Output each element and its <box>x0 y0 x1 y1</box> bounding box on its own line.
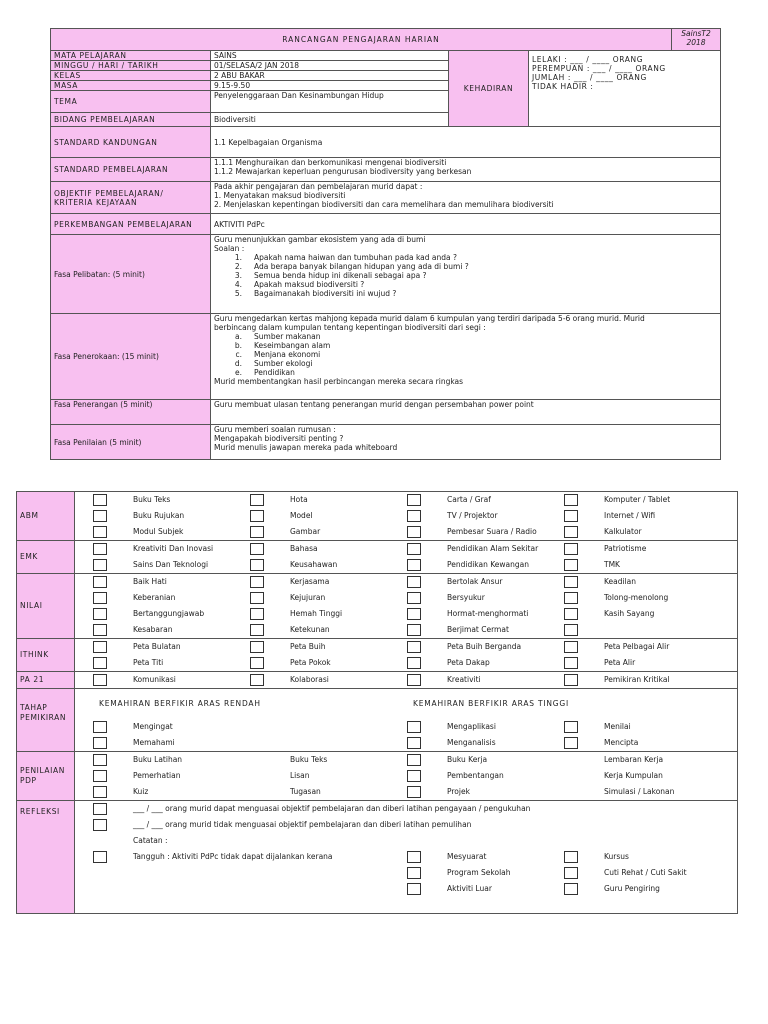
nilai-option-label: Hormat-menghormati <box>447 609 529 618</box>
theme-label: TEMA <box>51 91 211 113</box>
abm-checkbox[interactable] <box>93 510 107 522</box>
nilai-checkbox[interactable] <box>407 592 421 604</box>
emk-checkbox[interactable] <box>93 543 107 555</box>
ithink-options <box>75 639 737 671</box>
ithink-checkbox[interactable] <box>93 657 107 669</box>
emk-option-label: Sains Dan Teknologi <box>133 560 209 569</box>
ithink-option-label: Peta Buih Berganda <box>447 642 522 651</box>
penilaian-section <box>75 752 738 801</box>
class-label: KELAS <box>51 71 211 81</box>
tangguh-checkbox[interactable] <box>93 851 107 863</box>
checklist-item <box>407 590 564 606</box>
emk-options <box>75 541 737 573</box>
pa21-checkbox[interactable] <box>564 674 578 686</box>
checklist-item <box>564 557 721 573</box>
checklist-item <box>564 752 721 768</box>
ithink-section <box>75 639 738 672</box>
nilai-option-label: Ketekunan <box>290 625 330 634</box>
emk-checkbox[interactable] <box>407 543 421 555</box>
abm-option-label: Pembesar Suara / Radio <box>447 527 537 536</box>
nilai-checkbox[interactable] <box>564 624 578 636</box>
list-item: e. Pendidikan <box>235 368 295 377</box>
checklist-item <box>564 735 721 751</box>
phase-explanation-content: Guru membuat ulasan tentang penerangan murid dengan persembahan power point <box>211 400 721 425</box>
list-item: a. Sumber makanan <box>235 332 321 341</box>
phase-explanation-label: Fasa Penerangan (5 minit) <box>51 400 211 425</box>
ithink-checkbox[interactable] <box>564 657 578 669</box>
phase-evaluation-label: Fasa Penilaian (5 minit) <box>51 425 211 460</box>
checklist-item <box>564 590 721 606</box>
abm-option-label: Komputer / Tablet <box>604 495 671 504</box>
checklist-table <box>16 491 738 914</box>
field-value: Biodiversiti <box>211 113 449 127</box>
penilaian-option-label: Buku Latihan <box>133 755 183 764</box>
checklist-item <box>93 508 250 524</box>
abm-checkbox[interactable] <box>250 494 264 506</box>
nilai-section <box>75 574 738 639</box>
ithink-option-label: Peta Buih <box>290 642 326 651</box>
penilaian-option-label: Lisan <box>290 771 310 780</box>
penilaian-label: PENILAIAN PDP <box>17 752 75 801</box>
pa21-checkbox[interactable] <box>250 674 264 686</box>
phase-engagement-content: Guru menunjukkan gambar ekosistem yang ada di bumi Soalan : 1. Apakah nama haiwan dan tumbuhan pada kad anda ? 2. Ada berapa banyak bilangan hidupan yang ada di bumi ? 3. Semua benda hidup ini dikenali sebagai apa ? 4. Apakah maksud biodiversiti ? 5. Bagaimanakah biodiversiti ini wujud ? <box>211 235 721 314</box>
checklist-item <box>93 606 250 622</box>
checklist-item: Program Sekolah <box>407 865 564 881</box>
abm-checkbox[interactable] <box>93 526 107 538</box>
emk-checkbox[interactable] <box>93 559 107 571</box>
checklist-item <box>250 639 407 655</box>
reason-checkbox[interactable] <box>407 851 421 863</box>
tangguh-text: Tangguh : Aktiviti PdPc tidak dapat dijalankan kerana <box>133 852 333 861</box>
emk-option-label: Kreativiti Dan Inovasi <box>133 544 214 553</box>
nilai-checkbox[interactable] <box>250 576 264 588</box>
emk-checkbox[interactable] <box>564 559 578 571</box>
checklist-item <box>407 735 564 751</box>
ithink-checkbox[interactable] <box>407 657 421 669</box>
tahap-checkbox[interactable] <box>93 721 107 733</box>
reason-checkbox[interactable] <box>564 883 578 895</box>
list-item: c. Menjana ekonomi <box>235 350 321 359</box>
penilaian-option-label: Tugasan <box>290 787 321 796</box>
checklist-item <box>564 541 721 557</box>
abm-option-label: Buku Rujukan <box>133 511 185 520</box>
checklist-item <box>407 622 564 638</box>
checklist-item <box>407 752 564 768</box>
learning-standard-label: STANDARD PEMBELAJARAN <box>51 158 211 182</box>
checklist-item <box>407 557 564 573</box>
field-label: BIDANG PEMBELAJARAN <box>51 113 211 127</box>
pa21-option-label: Kolaborasi <box>290 675 329 684</box>
phase-exploration-content: Guru mengedarkan kertas mahjong kepada murid dalam 6 kumpulan yang terdiri daripada 5-6 orang murid. Murid berbincang dalam kumpulan tentang kepentingan biodiversiti dari segi : a. Sumber makanan b. Keseimbangan alam c. Menjana ekonomi d. Sumber ekologi e. Pendidikan Murid membentangkan hasil perbincangan mereka secara ringkas <box>211 314 721 400</box>
checklist-item <box>564 639 721 655</box>
kbar-heading: KEMAHIRAN BERFIKIR ARAS RENDAH <box>99 699 261 708</box>
penilaian-option-label: Kuiz <box>133 787 149 796</box>
nilai-options <box>75 574 737 638</box>
nilai-checkbox[interactable] <box>407 608 421 620</box>
checklist-item <box>250 524 407 540</box>
nilai-option-label: Kejujuran <box>290 593 326 602</box>
phase-evaluation-content: Guru memberi soalan rumusan : Mengapakah biodiversiti penting ? Murid menulis jawapan mereka pada whiteboard <box>211 425 721 460</box>
pa21-option-label: Komunikasi <box>133 675 176 684</box>
abm-option-label: Kalkulator <box>604 527 642 536</box>
catatan-row <box>75 833 737 849</box>
list-item: 4. Apakah maksud biodiversiti ? <box>234 280 365 289</box>
reason-checkbox[interactable] <box>564 867 578 879</box>
ithink-checkbox[interactable] <box>407 641 421 653</box>
checklist-item <box>250 768 407 784</box>
checklist-item: Guru Pengiring <box>564 881 721 897</box>
checklist-item <box>250 574 407 590</box>
emk-option-label: TMK <box>604 560 620 569</box>
nilai-option-label: Baik Hati <box>133 577 167 586</box>
nilai-checkbox[interactable] <box>564 592 578 604</box>
abm-checkbox[interactable] <box>407 494 421 506</box>
checklist-item <box>250 541 407 557</box>
checklist-item <box>407 672 564 688</box>
content-standard-label: STANDARD KANDUNGAN <box>51 127 211 158</box>
ithink-option-label: Peta Alir <box>604 658 636 667</box>
refleksi-mastered-text: ___ / ___ orang murid dapat menguasai objektif pembelajaran dan diberi latihan pengayaan / pengukuhan <box>133 804 531 813</box>
penilaian-option-label: Pembentangan <box>447 771 504 780</box>
checklist-item <box>407 508 564 524</box>
penilaian-option-label: Lembaran Kerja <box>604 755 664 764</box>
objective-label: OBJEKTIF PEMBELAJARAN/ KRITERIA KEJAYAAN <box>51 182 211 214</box>
tahap-label: TAHAP PEMIKIRAN <box>17 689 75 752</box>
attendance-box <box>529 51 721 127</box>
emk-option-label: Bahasa <box>290 544 318 553</box>
checklist-item <box>407 768 564 784</box>
emk-option-label: Pendidikan Kewangan <box>447 560 530 569</box>
checklist-item <box>250 590 407 606</box>
nilai-checkbox[interactable] <box>93 576 107 588</box>
tahap-checkbox[interactable] <box>564 737 578 749</box>
nilai-checkbox[interactable] <box>93 608 107 620</box>
tahap-checkbox[interactable] <box>407 721 421 733</box>
subject-value: SAINS <box>211 51 449 61</box>
development-label: PERKEMBANGAN PEMBELAJARAN <box>51 214 211 235</box>
ithink-option-label: Peta Pokok <box>290 658 331 667</box>
pa21-option-label: Kreativiti <box>447 675 481 684</box>
nilai-option-label: Keberanian <box>133 593 176 602</box>
tahap-option-label: Mengaplikasi <box>447 722 496 731</box>
ithink-checkbox[interactable] <box>93 641 107 653</box>
tahap-options <box>75 719 737 751</box>
nilai-checkbox[interactable] <box>250 624 264 636</box>
penilaian-option-label: Buku Kerja <box>447 755 488 764</box>
nilai-checkbox[interactable] <box>407 576 421 588</box>
checklist-item <box>93 622 250 638</box>
nilai-option-label: Keadilan <box>604 577 637 586</box>
reason-checkbox[interactable] <box>407 867 421 879</box>
nilai-label: NILAI <box>17 574 75 639</box>
checklist-item <box>250 752 407 768</box>
abm-option-label: Model <box>290 511 313 520</box>
checklist-item <box>93 672 250 688</box>
nilai-checkbox[interactable] <box>564 576 578 588</box>
refleksi-not-mastered-text: ___ / ___ orang murid tidak menguasai objektif pembelajaran dan diberi latihan pemulihan <box>133 820 472 829</box>
abm-option-label: Gambar <box>290 527 321 536</box>
checklist-item <box>93 752 250 768</box>
nilai-option-label: Berjimat Cermat <box>447 625 509 634</box>
tahap-checkbox[interactable] <box>564 721 578 733</box>
list-item: b. Keseimbangan alam <box>234 341 331 350</box>
nilai-option-label: Bertanggungjawab <box>133 609 205 618</box>
ithink-option-label: Peta Dakap <box>447 658 490 667</box>
pa21-checkbox[interactable] <box>93 674 107 686</box>
abm-checkbox[interactable] <box>407 526 421 538</box>
checklist-item <box>93 492 250 508</box>
abm-option-label: Modul Subjek <box>133 527 184 536</box>
abm-option-label: Hota <box>290 495 308 504</box>
tahap-option-label: Menilai <box>604 722 631 731</box>
list-item: 2. Ada berapa banyak bilangan hidupan yang ada di bumi ? <box>234 262 469 271</box>
checklist-item <box>93 735 250 751</box>
abm-checkbox[interactable] <box>250 526 264 538</box>
checklist-item <box>93 655 250 671</box>
checklist-item <box>93 590 250 606</box>
checklist-item: Mesyuarat <box>407 849 564 865</box>
checklist-item <box>407 541 564 557</box>
abm-label: ABM <box>17 492 75 541</box>
pa21-options <box>75 672 737 688</box>
nilai-option-label: Kerjasama <box>290 577 330 586</box>
emk-checkbox[interactable] <box>250 543 264 555</box>
checklist-item <box>250 735 407 751</box>
penilaian-checkbox[interactable] <box>407 754 421 766</box>
penilaian-option-label: Projek <box>447 787 470 796</box>
abm-options <box>75 492 737 540</box>
catatan-text: Catatan : <box>133 836 168 845</box>
attendance-label: KEHADIRAN <box>449 51 529 127</box>
ithink-checkbox[interactable] <box>250 641 264 653</box>
abm-checkbox[interactable] <box>564 526 578 538</box>
tahap-checkbox[interactable] <box>407 737 421 749</box>
refleksi-label: REFLEKSI <box>17 801 75 914</box>
checklist-item <box>93 524 250 540</box>
checklist-item <box>564 784 721 800</box>
list-item: 1. Apakah nama haiwan dan tumbuhan pada kad anda ? <box>234 253 457 262</box>
checklist-item <box>250 508 407 524</box>
reason-checkbox[interactable] <box>564 851 578 863</box>
checklist-item: Aktiviti Luar <box>407 881 564 897</box>
pa21-section <box>75 672 738 689</box>
lesson-plan-table <box>50 28 721 460</box>
checklist-item <box>93 719 250 735</box>
ithink-option-label: Peta Titi <box>133 658 164 667</box>
content-standard-value: 1.1 Kepelbagaian Organisma <box>211 127 721 158</box>
nilai-checkbox[interactable] <box>564 608 578 620</box>
refleksi-section <box>75 801 738 914</box>
nilai-checkbox[interactable] <box>93 592 107 604</box>
nilai-option-label: Hemah Tinggi <box>290 609 343 618</box>
objective-value: Pada akhir pengajaran dan pembelajaran murid dapat : 1. Menyatakan maksud biodiversiti 2. Menjelaskan kepentingan biodiversiti dan cara memelihara dan memulihara biodiversiti <box>211 182 721 214</box>
nilai-checkbox[interactable] <box>250 592 264 604</box>
attendance-line: TIDAK HADIR : <box>532 82 594 91</box>
checklist-item <box>250 719 407 735</box>
theme-value: Penyelenggaraan Dan Kesinambungan Hidup <box>211 91 449 113</box>
list-item: 5. Bagaimanakah biodiversiti ini wujud ? <box>234 289 397 298</box>
penilaian-option-label: Buku Teks <box>290 755 328 764</box>
pa21-label: PA 21 <box>17 672 75 689</box>
emk-checkbox[interactable] <box>564 543 578 555</box>
learning-standard-value: 1.1.1 Menghuraikan dan berkomunikasi mengenai biodiversiti 1.1.2 Mewajarkan keperluan pengurusan biodiversity yang berkesan <box>211 158 721 182</box>
nilai-option-label: Kasih Sayang <box>604 609 655 618</box>
tahap-option-label: Mencipta <box>604 738 639 747</box>
checklist-item <box>93 768 250 784</box>
penilaian-checkbox[interactable] <box>93 770 107 782</box>
nilai-option-label: Bersyukur <box>447 593 485 602</box>
emk-checkbox[interactable] <box>407 559 421 571</box>
phase-engagement-label: Fasa Pelibatan: (5 minit) <box>51 235 211 314</box>
checklist-item <box>564 606 721 622</box>
checklist-item <box>564 768 721 784</box>
week-label: MINGGU / HARI / TARIKH <box>51 61 211 71</box>
class-value: 2 ABU BAKAR <box>211 71 449 81</box>
checklist-item <box>407 574 564 590</box>
checklist-item <box>407 492 564 508</box>
penilaian-options <box>75 752 737 800</box>
reason-checkbox[interactable] <box>407 883 421 895</box>
checklist-item <box>250 622 407 638</box>
engagement-questions <box>214 253 717 298</box>
abm-checkbox[interactable] <box>250 510 264 522</box>
refleksi-not-mastered-row <box>75 817 737 833</box>
tahap-option-label: Menganalisis <box>447 738 496 747</box>
checklist-item: Kursus <box>564 849 721 865</box>
ithink-option-label: Peta Bulatan <box>133 642 181 651</box>
refleksi-mastered-checkbox[interactable] <box>93 803 107 815</box>
abm-option-label: TV / Projektor <box>447 511 498 520</box>
penilaian-option-label: Pemerhatian <box>133 771 181 780</box>
checklist-item <box>250 557 407 573</box>
plan-title: RANCANGAN PENGAJARAN HARIAN <box>51 29 672 51</box>
emk-option-label: Pendidikan Alam Sekitar <box>447 544 539 553</box>
abm-option-label: Buku Teks <box>133 495 171 504</box>
exploration-aspects <box>214 332 717 377</box>
nilai-checkbox[interactable] <box>93 624 107 636</box>
pa21-option-label: Pemikiran Kritikal <box>604 675 670 684</box>
abm-checkbox[interactable] <box>93 494 107 506</box>
checklist-item <box>407 655 564 671</box>
emk-section <box>75 541 738 574</box>
refleksi-mastered-row <box>75 801 737 817</box>
checklist-item <box>564 719 721 735</box>
phase-exploration-label: Fasa Penerokaan: (15 minit) <box>51 314 211 400</box>
ithink-checkbox[interactable] <box>564 641 578 653</box>
tahap-option-label: Memahami <box>133 738 175 747</box>
plan-code: SainsT2 2018 <box>672 29 721 51</box>
checklist-item <box>564 672 721 688</box>
abm-checkbox[interactable] <box>407 510 421 522</box>
checklist-item <box>250 784 407 800</box>
checklist-item <box>250 672 407 688</box>
time-value: 9.15-9.50 <box>211 81 449 91</box>
checklist-item <box>93 557 250 573</box>
emk-option-label: Patriotisme <box>604 544 647 553</box>
nilai-option-label: Tolong-menolong <box>604 593 669 602</box>
tangguh-row <box>93 849 407 865</box>
checklist-item <box>564 524 721 540</box>
checklist-item <box>407 719 564 735</box>
checklist-item <box>250 606 407 622</box>
penilaian-checkbox[interactable] <box>93 786 107 798</box>
nilai-option-label: Bertolak Ansur <box>447 577 503 586</box>
subject-label: MATA PELAJARAN <box>51 51 211 61</box>
refleksi-not-mastered-checkbox[interactable] <box>93 819 107 831</box>
time-label: MASA <box>51 81 211 91</box>
attendance-line: JUMLAH : ___ / ____ ORANG <box>532 73 647 82</box>
kbat-heading: KEMAHIRAN BERFIKIR ARAS TINGGI <box>413 699 570 708</box>
checklist-item <box>93 639 250 655</box>
checklist-item <box>407 606 564 622</box>
abm-checkbox[interactable] <box>564 510 578 522</box>
ithink-checkbox[interactable] <box>250 657 264 669</box>
list-item: d. Sumber ekologi <box>234 359 313 368</box>
tahap-section <box>75 689 738 752</box>
checklist-item <box>93 541 250 557</box>
list-item: 3. Semua benda hidup ini dikenali sebagai apa ? <box>234 271 427 280</box>
tahap-checkbox[interactable] <box>93 737 107 749</box>
abm-option-label: Carta / Graf <box>447 495 491 504</box>
abm-option-label: Internet / Wifi <box>604 511 656 520</box>
attendance-line: LELAKI : ___ / ____ ORANG <box>532 55 644 64</box>
pa21-checkbox[interactable] <box>407 674 421 686</box>
ithink-option-label: Peta Pelbagai Alir <box>604 642 670 651</box>
checklist-item <box>93 784 250 800</box>
checklist-item <box>407 639 564 655</box>
nilai-checkbox[interactable] <box>407 624 421 636</box>
checklist-item <box>250 655 407 671</box>
penilaian-option-label: Kerja Kumpulan <box>604 771 663 780</box>
nilai-option-label: Kesabaran <box>133 625 173 634</box>
emk-label: EMK <box>17 541 75 574</box>
penilaian-checkbox[interactable] <box>407 770 421 782</box>
abm-section <box>75 492 738 541</box>
checklist-item <box>564 508 721 524</box>
development-value: AKTIVITI PdPc <box>211 214 721 235</box>
checklist-item <box>564 655 721 671</box>
checklist-item <box>250 492 407 508</box>
checklist-item <box>564 622 721 638</box>
penilaian-option-label: Simulasi / Lakonan <box>604 787 675 796</box>
ithink-label: ITHINK <box>17 639 75 672</box>
tahap-option-label: Mengingat <box>133 722 173 731</box>
checklist-item <box>407 784 564 800</box>
penilaian-checkbox[interactable] <box>407 786 421 798</box>
checklist-item <box>564 574 721 590</box>
emk-checkbox[interactable] <box>250 559 264 571</box>
checklist-item <box>93 574 250 590</box>
abm-checkbox[interactable] <box>564 494 578 506</box>
checklist-item: Cuti Rehat / Cuti Sakit <box>564 865 721 881</box>
penilaian-checkbox[interactable] <box>93 754 107 766</box>
nilai-checkbox[interactable] <box>250 608 264 620</box>
checklist-item <box>564 492 721 508</box>
checklist-item <box>407 524 564 540</box>
attendance-line: PEREMPUAN : ___ / ____ ORANG <box>532 64 666 73</box>
week-value: 01/SELASA/2 JAN 2018 <box>211 61 449 71</box>
emk-option-label: Keusahawan <box>290 560 338 569</box>
